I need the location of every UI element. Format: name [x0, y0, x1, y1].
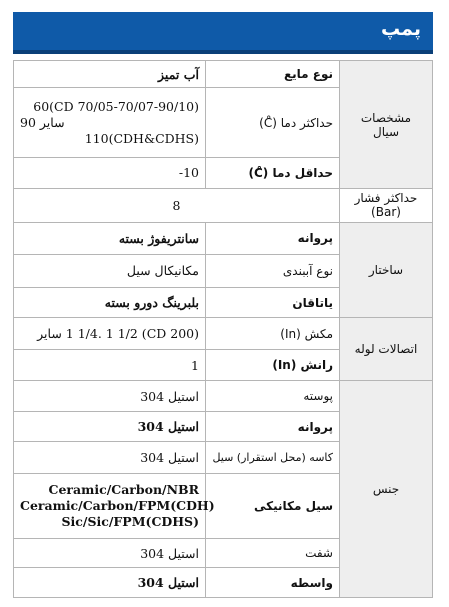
mechanical-seal-line: Ceramic/Carbon/NBR	[48, 481, 199, 497]
intermediate-value: استیل 304	[14, 568, 206, 598]
mechanical-seal-value	[14, 473, 215, 538]
material-impeller-label: پروانه	[206, 411, 340, 442]
discharge-label: رانش (In)	[206, 349, 340, 381]
material-impeller-value: استیل 304	[14, 411, 206, 442]
page-title: پمپ	[381, 18, 421, 40]
pump-spec-table	[13, 60, 433, 598]
max-temp-line: 60(CD 70/05-70/07-90/10)	[33, 98, 199, 114]
bearing-value: بلبرینگ دورو بسته	[14, 287, 206, 318]
casing-value: استیل 304	[14, 381, 206, 412]
group-material: جنس	[340, 381, 433, 598]
intermediate-label: واسطه	[206, 568, 340, 598]
table-row	[14, 381, 433, 412]
shaft-value: استیل 304	[14, 538, 206, 567]
table-row	[14, 222, 433, 255]
fluid-type-label: نوع مایع	[206, 61, 340, 88]
casing-label: پوسته	[206, 381, 340, 412]
section-header	[13, 12, 433, 54]
suction-value: (CD 200) 1 1/4. 1 1/2 سایر	[14, 318, 206, 350]
min-temp-value: -10	[14, 157, 206, 189]
bearing-label: یاتاقان	[206, 287, 340, 318]
mechanical-seal-line: Ceramic/Carbon/FPM(CDH)	[20, 497, 215, 513]
seal-type-value: مکانیکال سیل	[14, 255, 206, 288]
table-row	[14, 189, 433, 223]
discharge-value: 1	[14, 349, 206, 381]
suction-label: مکش (In)	[206, 318, 340, 350]
table-row	[14, 318, 433, 350]
seal-bowl-value: استیل 304	[14, 442, 206, 474]
max-temp-line: 110(CDH&CDHS)	[84, 130, 199, 146]
structure-impeller-value: سانتریفوژ بسته	[14, 222, 206, 255]
mechanical-seal-line: Sic/Sic/FPM(CDHS)	[61, 513, 199, 529]
fluid-type-value: آب تمیز	[14, 61, 206, 88]
max-temp-value	[14, 88, 206, 157]
structure-impeller-label: پروانه	[206, 222, 340, 255]
max-pressure-label: حداکثر فشار (Bar)	[340, 189, 433, 223]
table-row	[14, 61, 433, 88]
max-temp-label: حداکثر دما (C̊)	[206, 88, 340, 157]
max-temp-line: سایر 90	[20, 114, 65, 130]
min-temp-label: حداقل دما (C̊)	[206, 157, 340, 189]
seal-bowl-label: کاسه (محل استقرار) سیل	[206, 442, 340, 474]
group-structure: ساختار	[340, 222, 433, 318]
mechanical-seal-label: سیل مکانیکی	[206, 473, 340, 538]
max-pressure-value: 8	[14, 189, 340, 223]
group-pipe: اتصالات لوله	[340, 318, 433, 381]
group-fluid: مشخصات سیال	[340, 61, 433, 189]
seal-type-label: نوع آببندی	[206, 255, 340, 288]
shaft-label: شفت	[206, 538, 340, 567]
